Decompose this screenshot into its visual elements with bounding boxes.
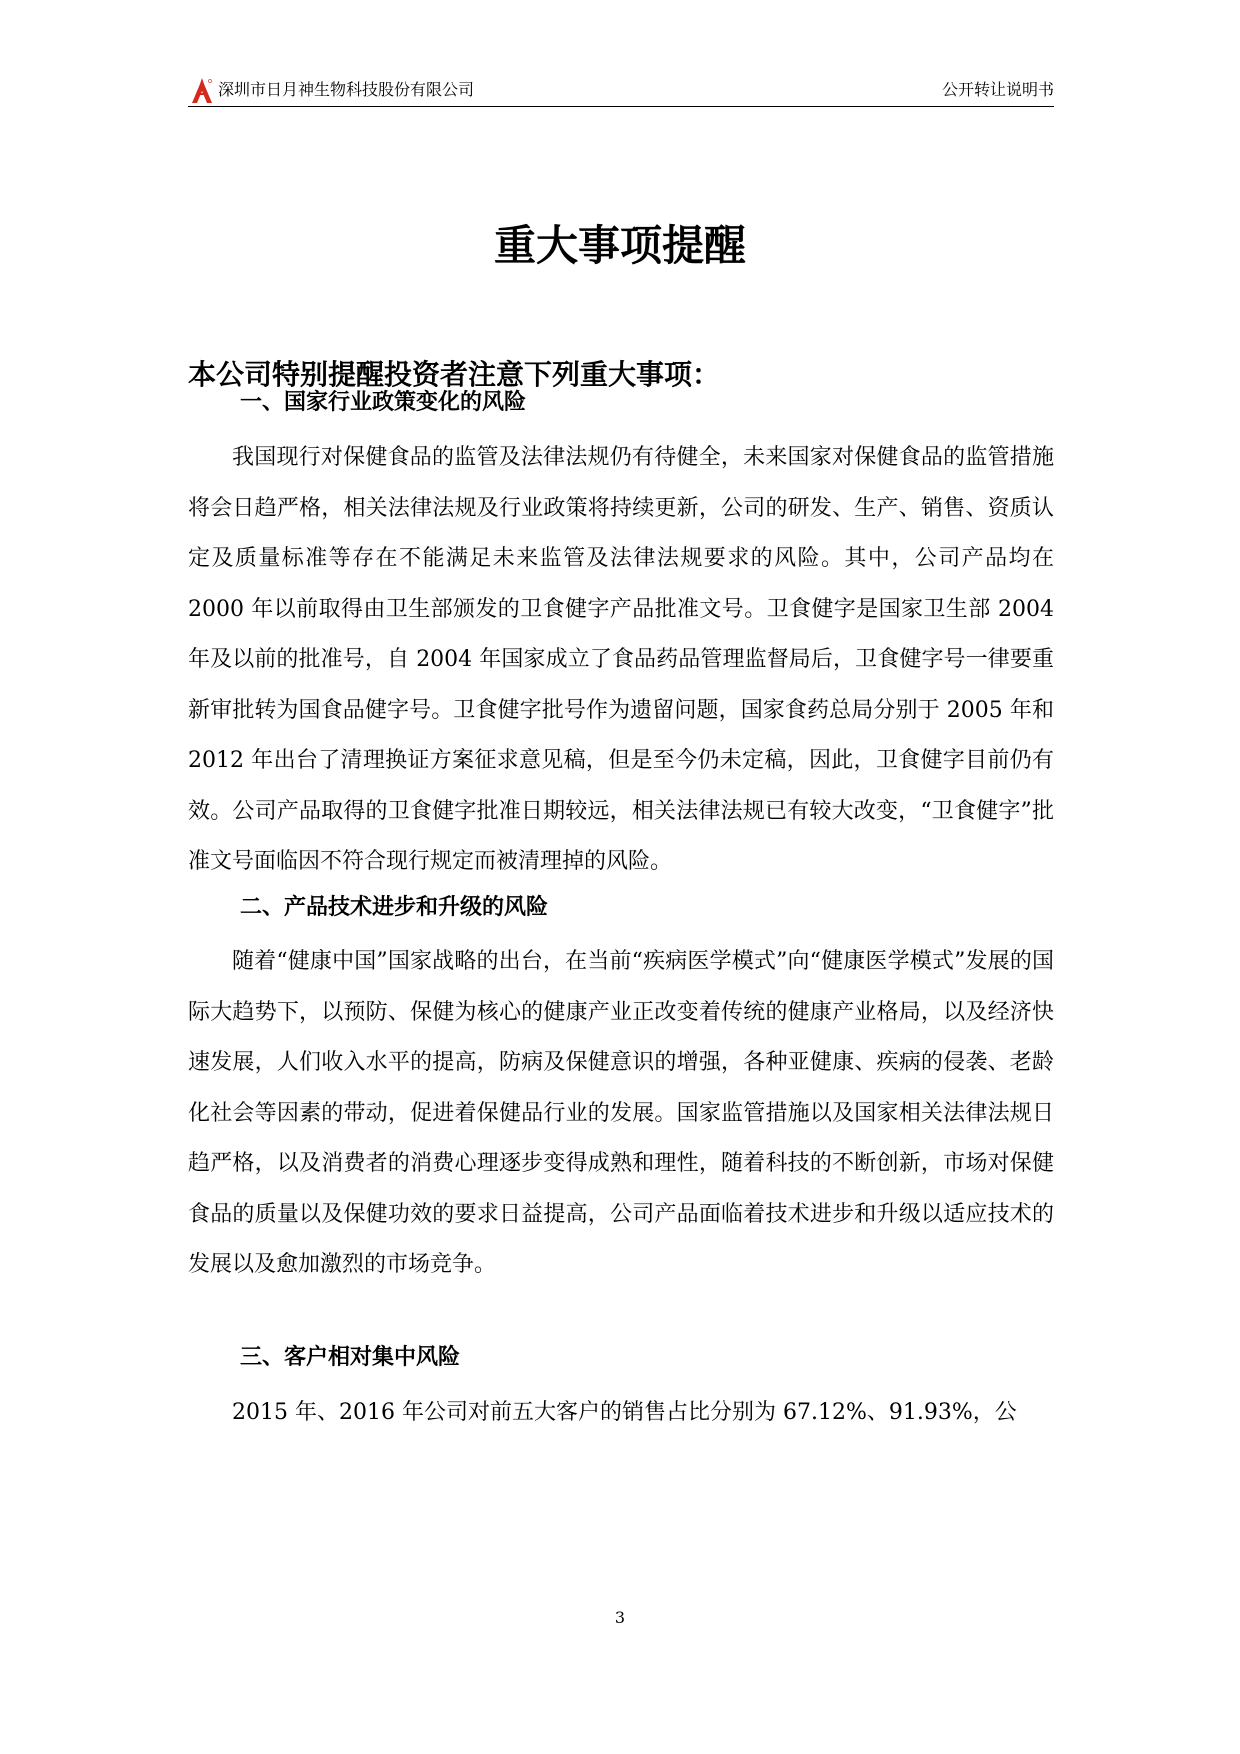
section-heading-3: 三、客户相对集中风险 — [240, 1344, 461, 1370]
section-paragraph-1: 我国现行对保健食品的监管及法律法规仍有待健全，未来国家对保健食品的监管措施将会日趋严格，相关法律法规及行业政策将持续更新，公司的研发、生产、销售、资质认定及质量标准等存在不能满足未来监管及法律法规要求的风险。其中，公司产品均在 2000 年以前取得由卫生部颁发的卫食健字产品批准文号。卫食健字是国家卫生部 2004 年及以前的批准号，自 2004 年国家成立了食品药品管理监督局后，卫食健字号一律要重新审批转为国食品健字号。卫食健字批号作为遗留问题，国家食药总局分别于 2005 年和 2012 年出台了清理换证方案征求意见稿，但是至今仍未定稿，因此，卫食健字目前仍有效。公司产品取得的卫食健字批准日期较远，相关法律法规已有较大改变，“卫食健字”批准文号面临因不符合现行规定而被清理掉的风险。 — [188, 445, 1054, 874]
page-number: 3 — [614, 1608, 626, 1627]
document-type: 公开转让说明书 — [941, 80, 1054, 99]
intro-heading: 本公司特别提醒投资者注意下列重大事项： — [188, 358, 721, 391]
tower-logo-icon — [188, 76, 216, 104]
page-header — [188, 76, 1054, 107]
company-name: 深圳市日月神生物科技股份有限公司 — [218, 80, 475, 99]
section-heading-2: 二、产品技术进步和升级的风险 — [240, 894, 549, 920]
section-paragraph-3: 2015 年、2016 年公司对前五大客户的销售占比分别为 67.12%、91.93%，公 — [232, 1400, 1017, 1425]
section-heading-1: 一、国家行业政策变化的风险 — [240, 389, 527, 415]
section-paragraph-2: 随着“健康中国”国家战略的出台，在当前“疾病医学模式”向“健康医学模式”发展的国际大趋势下，以预防、保健为核心的健康产业正改变着传统的健康产业格局，以及经济快速发展，人们收入水平的提高，防病及保健意识的增强，各种亚健康、疾病的侵袭、老龄化社会等因素的带动，促进着保健品行业的发展。国家监管措施以及国家相关法律法规日趋严格，以及消费者的消费心理逐步变得成熟和理性，随着科技的不断创新，市场对保健食品的质量以及保健功效的要求日益提高，公司产品面临着技术进步和升级以适应技术的发展以及愈加激烈的市场竞争。 — [188, 949, 1054, 1277]
page-title: 重大事项提醒 — [493, 221, 746, 270]
